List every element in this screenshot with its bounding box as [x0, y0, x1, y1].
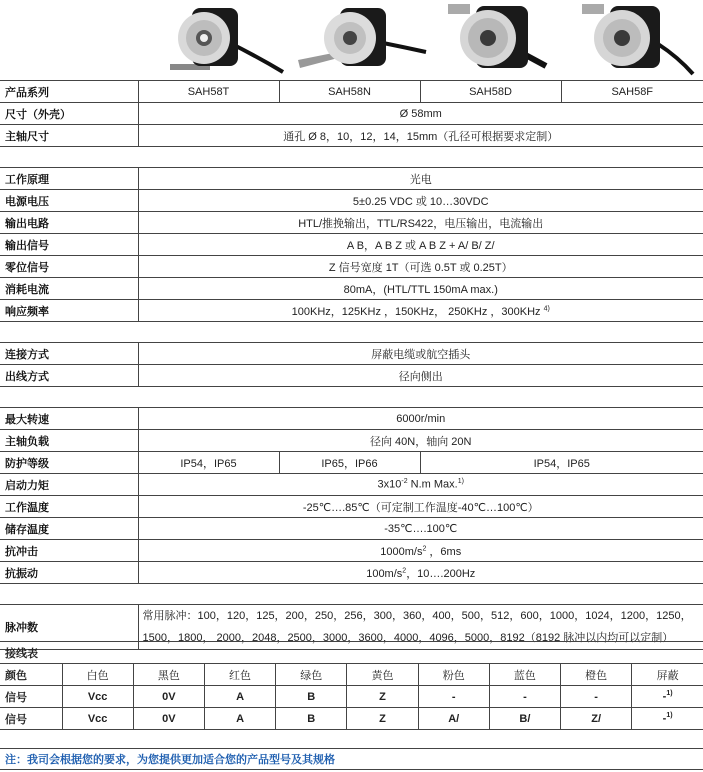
value-ip: IP65，IP66: [279, 452, 420, 474]
row-size: [0, 103, 703, 125]
wire-signal: A: [204, 708, 275, 730]
label-shock: 抗冲击: [0, 540, 138, 562]
label-torque: 启动力矩: [0, 474, 138, 496]
value-principle: 光电: [138, 168, 703, 190]
label-supply: 电源电压: [0, 190, 138, 212]
product-image-sah58d: [428, 2, 568, 80]
row-circuit: [0, 212, 703, 234]
value-speed: 6000r/min: [138, 408, 703, 430]
wire-color: 红色: [204, 664, 275, 686]
wire-signal: Z/: [561, 708, 632, 730]
row-speed: [0, 408, 703, 430]
wire-signal: -: [418, 686, 489, 708]
label-ip: 防护等级: [0, 452, 138, 474]
value-supply: 5±0.25 VDC 或 10…30VDC: [138, 190, 703, 212]
wire-color: 黑色: [133, 664, 204, 686]
value-shaft: 通孔 Ø 8，10，12，14，15mm（孔径可根据要求定制）: [138, 125, 703, 147]
wire-signal: Z: [347, 708, 418, 730]
value-sttemp: -35℃….100℃: [138, 518, 703, 540]
wire-signal: B: [276, 686, 347, 708]
row-sttemp: [0, 518, 703, 540]
label-signal: 输出信号: [0, 234, 138, 256]
wire-signal: -$^{1)}$: [632, 708, 703, 730]
label-frequency: 响应频率: [0, 300, 138, 322]
label-circuit: 输出电路: [0, 212, 138, 234]
wire-signal: Vcc: [62, 708, 133, 730]
label-size: 尺寸（外壳）: [0, 103, 138, 125]
row-ip: [0, 452, 703, 474]
row-current: [0, 278, 703, 300]
label-optemp: 工作温度: [0, 496, 138, 518]
label-current: 消耗电流: [0, 278, 138, 300]
wiring-color-row: [0, 664, 703, 686]
wire-signal: A/: [418, 708, 489, 730]
label-sttemp: 储存温度: [0, 518, 138, 540]
value-signal: A B，A B Z 或 A B Z + A/ B/ Z/: [138, 234, 703, 256]
product-name: SAH58N: [279, 81, 420, 103]
product-name: SAH58T: [138, 81, 279, 103]
value-vibration: $100m/s^2$，10….200Hz: [138, 562, 703, 584]
row-principle: [0, 168, 703, 190]
label-connect: 连接方式: [0, 343, 138, 365]
value-pulse: 常用脉冲：100，120，125，200，250，256，300，360，400，500，512，600，1000，1024，1200，1250， 1500，1800， 2000，2048，2500，3000，3600，4000，4096，5000，8192（8192 脉冲以内均可以定制）: [138, 605, 703, 650]
label-outlet: 出线方式: [0, 365, 138, 387]
wiring-signal-row-2: [0, 708, 703, 730]
label-color: 颜色: [0, 664, 62, 686]
wire-signal: A: [204, 686, 275, 708]
label-load: 主轴负载: [0, 430, 138, 452]
footer-note: 注：我司会根据您的要求，为您提供更加适合您的产品型号及其规格: [0, 748, 703, 770]
value-ip: IP54，IP65: [138, 452, 279, 474]
row-series: [0, 81, 703, 103]
label-speed: 最大转速: [0, 408, 138, 430]
product-image-sah58n: [288, 2, 428, 80]
wire-color: 橙色: [561, 664, 632, 686]
wire-color: 黄色: [347, 664, 418, 686]
label-signal: 信号: [0, 708, 62, 730]
wire-signal: -: [489, 686, 560, 708]
row-load: [0, 430, 703, 452]
wire-signal: Z: [347, 686, 418, 708]
wire-signal: Vcc: [62, 686, 133, 708]
product-image-sah58f: [568, 2, 703, 80]
wire-signal: 0V: [133, 708, 204, 730]
wire-color: 绿色: [276, 664, 347, 686]
value-current: 80mA，(HTL/TTL 150mA max.): [138, 278, 703, 300]
wire-signal: -$^{1)}$: [632, 686, 703, 708]
label-series: 产品系列: [0, 81, 138, 103]
value-load: 径向 40N，轴向 20N: [138, 430, 703, 452]
row-supply: [0, 190, 703, 212]
wire-color: 白色: [62, 664, 133, 686]
value-connect: 屏蔽电缆或航空插头: [138, 343, 703, 365]
row-signal: [0, 234, 703, 256]
label-shaft: 主轴尺寸: [0, 125, 138, 147]
wire-color: 蓝色: [489, 664, 560, 686]
spec-table: [0, 80, 703, 650]
wire-signal: B: [276, 708, 347, 730]
label-pulse: 脉冲数: [0, 605, 138, 650]
product-name: SAH58D: [420, 81, 561, 103]
value-zero: Z 信号宽度 1T（可选 0.5T 或 0.25T）: [138, 256, 703, 278]
row-shock: [0, 540, 703, 562]
product-image-sah58t: [148, 2, 288, 80]
label-signal: 信号: [0, 686, 62, 708]
label-vibration: 抗振动: [0, 562, 138, 584]
wiring-signal-row-1: [0, 686, 703, 708]
wire-color: 粉色: [418, 664, 489, 686]
wiring-table: [0, 641, 703, 730]
product-image-row: [138, 0, 703, 80]
value-ip: IP54，IP65: [420, 452, 703, 474]
label-principle: 工作原理: [0, 168, 138, 190]
row-torque: [0, 474, 703, 496]
wire-signal: B/: [489, 708, 560, 730]
row-zero: [0, 256, 703, 278]
label-zero: 零位信号: [0, 256, 138, 278]
value-circuit: HTL/推挽输出，TTL/RS422，电压输出，电流输出: [138, 212, 703, 234]
wiring-title: 接线表: [0, 642, 703, 664]
row-shaft: [0, 125, 703, 147]
wiring-title-row: [0, 642, 703, 664]
row-frequency: [0, 300, 703, 322]
value-shock: $1000m/s^2$ ，6ms: [138, 540, 703, 562]
row-outlet: [0, 365, 703, 387]
value-size: Ø 58mm: [138, 103, 703, 125]
value-frequency: 100KHz，125KHz ，150KHz， 250KHz ，300KHz $^{4)}$: [138, 300, 703, 322]
product-name: SAH58F: [561, 81, 703, 103]
row-vibration: [0, 562, 703, 584]
wire-color: 屏蔽: [632, 664, 703, 686]
value-outlet: 径向侧出: [138, 365, 703, 387]
wire-signal: 0V: [133, 686, 204, 708]
wire-signal: -: [561, 686, 632, 708]
row-connect: [0, 343, 703, 365]
value-optemp: -25℃….85℃（可定制工作温度-40℃…100℃）: [138, 496, 703, 518]
value-torque: $3x10^{-2}$ N.m Max.$^{1)}$: [138, 474, 703, 496]
row-optemp: [0, 496, 703, 518]
